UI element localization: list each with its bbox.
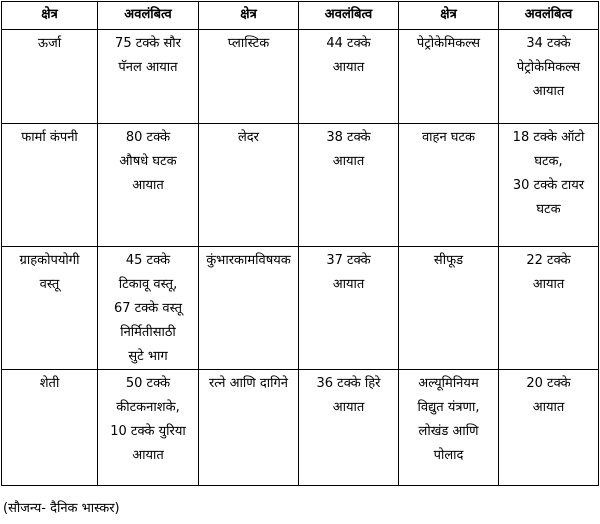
header-dependency: अवलंबित्व — [299, 2, 399, 30]
dependency-cell — [499, 124, 599, 247]
sector-cell — [399, 30, 499, 124]
header-row — [2, 2, 599, 30]
table-row — [2, 247, 599, 370]
cell-text: 45 टक्के टिकावू वस्तू, 67 टक्के वस्तू निर्मितीसाठी सुटे भाग — [113, 253, 183, 364]
cell-text: फार्मा कंपनी — [21, 130, 78, 145]
sector-cell — [399, 247, 499, 370]
table-row — [2, 30, 599, 124]
table-row — [2, 124, 599, 247]
cell-text: प्लास्टिक — [227, 36, 270, 51]
dependency-cell — [499, 247, 599, 370]
dependency-cell — [98, 370, 199, 486]
cell-text: 37 टक्के आयात — [326, 253, 371, 292]
cell-text: अल्यूमिनियम विद्युत यंत्रणा, लोखंड आणि पोलाद — [417, 376, 480, 463]
header-dependency: अवलंबित्व — [98, 2, 199, 30]
dependency-cell — [299, 124, 399, 247]
sector-cell — [199, 30, 299, 124]
sector-cell — [199, 247, 299, 370]
dependency-cell — [299, 30, 399, 124]
cell-text: 50 टक्के कीटकनाशके, 10 टक्के युरिया आयात — [110, 376, 186, 463]
dependency-cell — [499, 370, 599, 486]
cell-text: 38 टक्के आयात — [326, 130, 371, 169]
dependency-cell — [98, 247, 199, 370]
sector-cell — [199, 124, 299, 247]
cell-text: कुंभारकामविषयक — [206, 253, 291, 268]
cell-text: रत्ने आणि दागिने — [208, 376, 288, 391]
header-sector: क्षेत्र — [399, 2, 499, 30]
dependency-table — [1, 1, 599, 486]
dependency-cell — [299, 247, 399, 370]
cell-text: 75 टक्के सौर पॅनल आयात — [115, 36, 181, 75]
sector-cell — [2, 370, 98, 486]
dependency-cell — [499, 30, 599, 124]
sector-cell — [399, 124, 499, 247]
cell-text: पेट्रोकेमिकल्स — [416, 36, 481, 51]
cell-text: लेदर — [237, 130, 260, 145]
source-credit: (सौजन्य- दैनिक भास्कर) — [3, 501, 120, 516]
cell-text: ग्राहकोपयोगी वस्तू — [19, 253, 80, 292]
cell-text: 36 टक्के हिरे आयात — [316, 376, 381, 415]
cell-text: 44 टक्के आयात — [326, 36, 371, 75]
cell-text: 22 टक्के आयात — [526, 253, 571, 292]
sector-cell — [2, 30, 98, 124]
cell-text: 20 टक्के आयात — [526, 376, 571, 415]
dependency-cell — [299, 370, 399, 486]
cell-text: 80 टक्के औषधे घटक आयात — [119, 130, 177, 193]
cell-text: ऊर्जा — [37, 36, 62, 51]
dependency-cell — [98, 124, 199, 247]
sector-cell — [2, 247, 98, 370]
cell-text: वाहन घटक — [421, 130, 476, 145]
sector-cell — [199, 370, 299, 486]
header-sector: क्षेत्र — [199, 2, 299, 30]
header-dependency: अवलंबित्व — [499, 2, 599, 30]
cell-text: 34 टक्के पेट्रोकेमिकल्स आयात — [516, 36, 581, 99]
sector-cell — [399, 370, 499, 486]
header-sector: क्षेत्र — [2, 2, 98, 30]
cell-text: सीफूड — [433, 253, 464, 268]
sector-cell — [2, 124, 98, 247]
cell-text: शेती — [39, 376, 60, 391]
cell-text: 18 टक्के ऑटो घटक, 30 टक्के टायर घटक — [512, 130, 585, 217]
table-row — [2, 370, 599, 486]
dependency-cell — [98, 30, 199, 124]
